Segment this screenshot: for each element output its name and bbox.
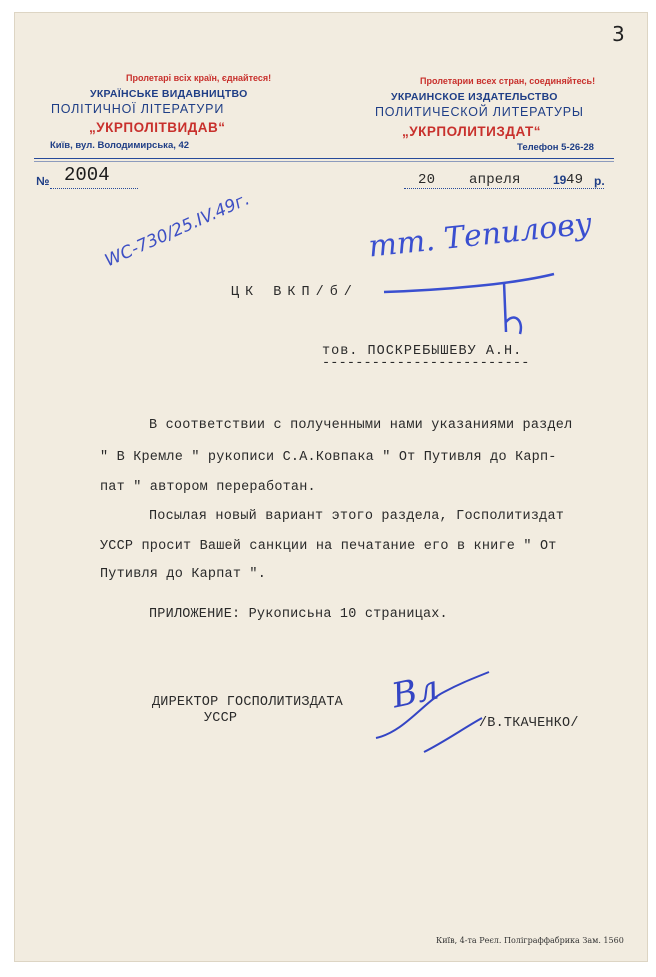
right-publisher-line2: ПОЛИТИЧЕСКОЙ ЛИТЕРАТУРЫ [375, 105, 584, 119]
corner-page-mark: 3 [612, 22, 625, 46]
date-line [404, 188, 604, 189]
body-p1-line3: пат " автором переработан. [100, 480, 316, 495]
document-sheet [14, 12, 648, 962]
handwritten-registration: WC-730/25.IV.49г. [101, 189, 253, 272]
left-publisher-line2: ПОЛІТИЧНОЇ ЛІТЕРАТУРИ [51, 102, 225, 116]
left-slogan: Пролетарі всіх країн, єднайтеся! [126, 73, 272, 83]
body-p1-line1: В соответствии с полученными нами указаниями раздел [149, 418, 573, 433]
date-year-prefix: 19 [553, 173, 567, 187]
resolution-underline [374, 262, 574, 347]
left-publisher-name: „УКРПОЛІТВИДАВ“ [89, 120, 226, 135]
signer-title-line1: ДИРЕКТОР ГОСПОЛИТИЗДАТА [152, 695, 343, 710]
date-suffix: р. [594, 174, 605, 188]
document-number: 2004 [64, 164, 110, 186]
body-p2-line2: УССР просит Вашей санкции на печатание его в книге " От [100, 539, 557, 554]
header-rule-thin [34, 161, 614, 162]
document-number-line [50, 188, 138, 189]
body-p2-line3: Путивля до Карпат ". [100, 567, 267, 582]
date-year-handwritten: 49 [566, 172, 584, 188]
body-p1-line2: " В Кремле " рукописи С.А.Ковпака " От Путивля до Карп- [100, 450, 557, 465]
handwritten-signature: Вл [388, 667, 443, 717]
addressee-person: тов. ПОСКРЕБЫШЕВУ А.Н. [322, 344, 523, 359]
left-publisher-line1: УКРАЇНСЬКЕ ВИДАВНИЦТВО [90, 88, 248, 100]
printer-footer: Київ, 4-та Реєл. Поліграффабрика Зам. 1560 [436, 936, 624, 945]
addressee-org: ЦК ВКП/б/ [231, 285, 358, 300]
signature-flourish [364, 662, 504, 762]
document-number-prefix: № [36, 174, 50, 188]
date-day: 20 [418, 172, 436, 188]
right-phone: Телефон 5-26-28 [517, 142, 594, 153]
addressee-underline: ------------------------- [322, 356, 530, 371]
signer-title-line2: УССР [204, 711, 238, 726]
handwritten-resolution: тт. Тепилову [366, 206, 594, 265]
signer-name: /В.ТКАЧЕНКО/ [479, 716, 579, 731]
right-slogan: Пролетарии всех стран, соединяйтесь! [420, 76, 596, 86]
left-address: Київ, вул. Володимирська, 42 [50, 140, 190, 151]
body-p2-line1: Посылая новый вариант этого раздела, Госполитиздат [149, 509, 565, 524]
date-month: апреля [469, 172, 521, 188]
right-publisher-line1: УКРАИНСКОЕ ИЗДАТЕЛЬСТВО [391, 91, 558, 103]
right-publisher-name: „УКРПОЛИТИЗДАТ“ [402, 124, 542, 139]
attachment-line: ПРИЛОЖЕНИЕ: Рукописьна 10 страницах. [149, 607, 448, 622]
header-rule [34, 158, 614, 159]
